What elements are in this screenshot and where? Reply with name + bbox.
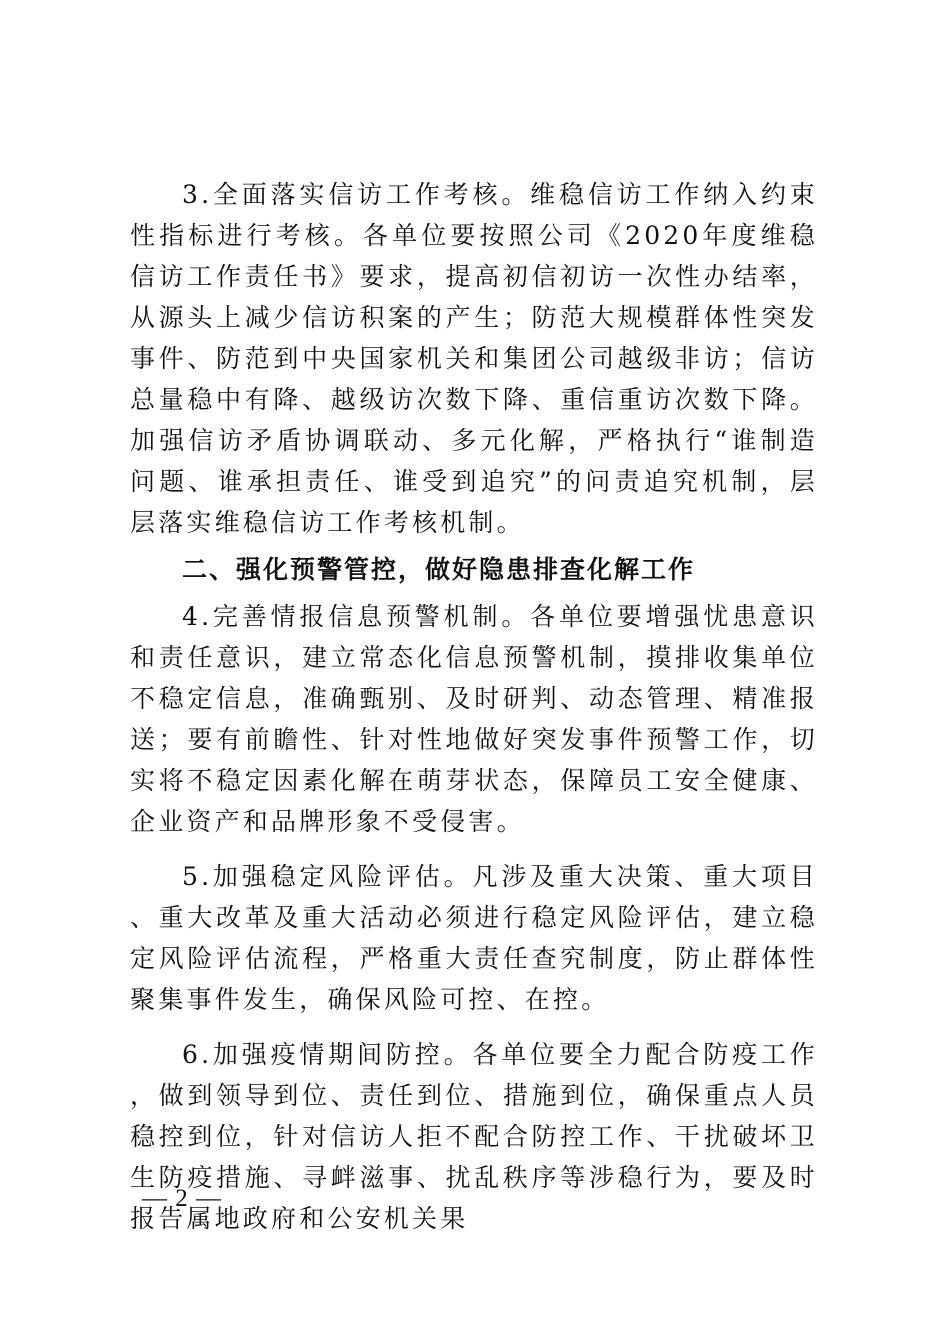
paragraph-6: 6.加强疫情期间防控。各单位要全力配合防疫工作，做到领导到位、责任到位、措施到位，确保重点人员稳控到位，针对信访人拒不配合防控工作、干扰破坏卫生防疫措施、寻衅滋事、扰乱秩序等涉稳行为，要及时报告属地政府和公安机关果 — [130, 1040, 818, 1233]
page-number: — 2 — — [142, 1185, 222, 1212]
paragraph-5: 5.加强稳定风险评估。凡涉及重大决策、重大项目、重大改革及重大活动必须进行稳定风险评估，建立稳定风险评估流程，严格重大责任查究制度，防止群体性聚集事件发生，确保风险可控、在控。 — [130, 862, 818, 1014]
document-body — [130, 174, 818, 1239]
paragraph-4: 4.完善情报信息预警机制。各单位要增强忧患意识和责任意识，建立常态化信息预警机制，摸排收集单位不稳定信息，准确甄别、及时研判、动态管理、精准报送；要有前瞻性、针对性地做好突发事件预警工作，切实将不稳定因素化解在萌芽状态，保障员工安全健康、企业资产和品牌形象不受侵害。 — [130, 602, 818, 836]
section-heading-2: 二、强化预警管控，做好隐患排查化解工作 — [182, 555, 696, 584]
paragraph-3: 3.全面落实信访工作考核。维稳信访工作纳入约束性指标进行考核。各单位要按照公司《2020年度维稳信访工作责任书》要求，提高初信初访一次性办结率，从源头上减少信访积案的产生；防范大规模群体性突发事件、防范到中央国家机关和集团公司越级非访；信访总量稳中有降、越级访次数下降、重信重访次数下降。加强信访矛盾协调联动、多元化解，严格执行“谁制造问题、谁承担责任、谁受到追究”的问责追究机制，层层落实维稳信访工作考核机制。 — [130, 180, 818, 537]
